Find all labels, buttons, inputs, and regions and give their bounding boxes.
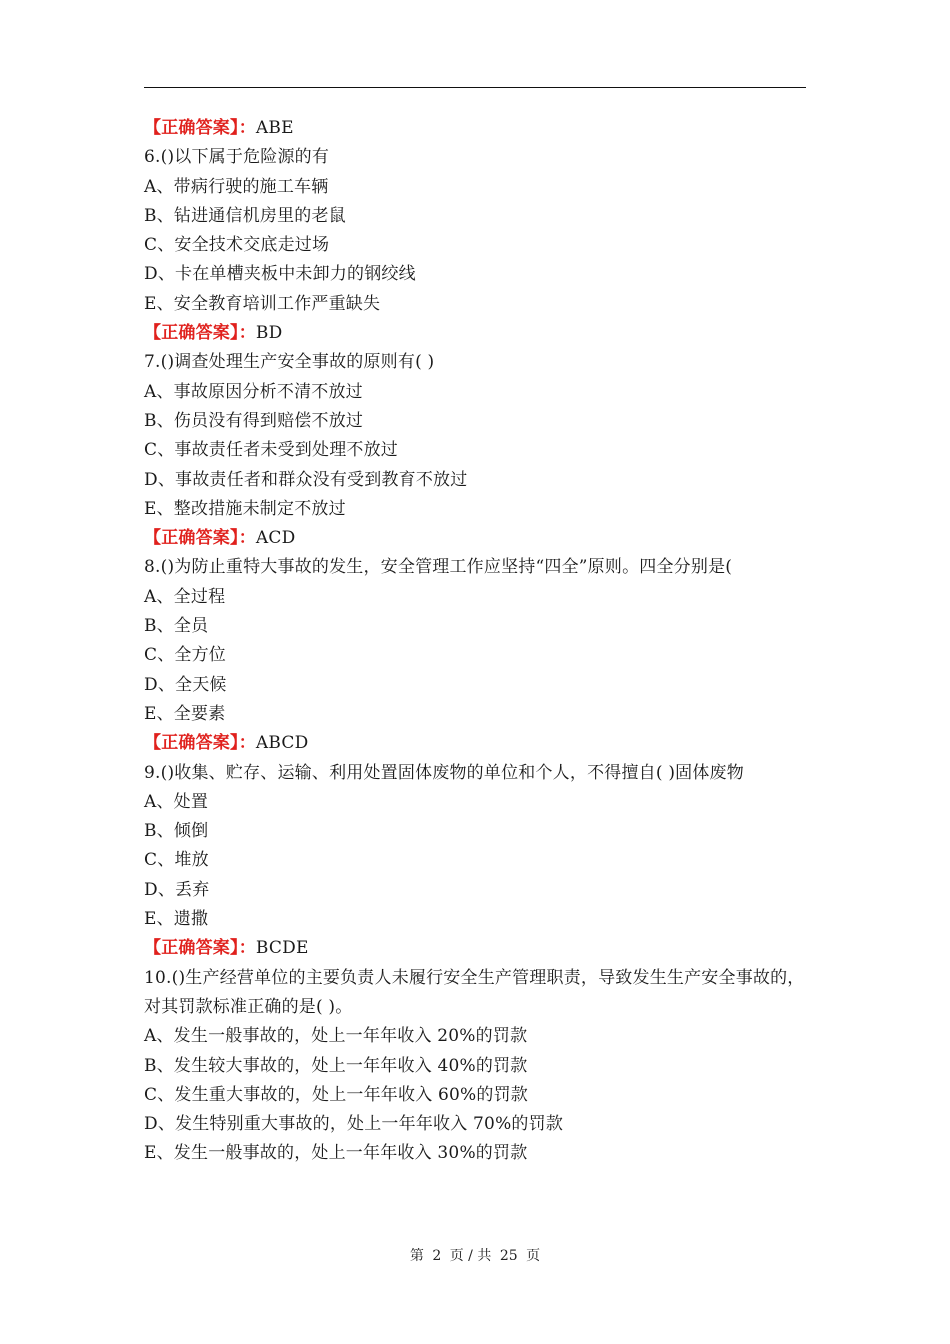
option: C、发生重大事故的，处上一年年收入 60%的罚款 xyxy=(144,1084,528,1105)
option: A、事故原因分析不清不放过 xyxy=(144,381,363,402)
answer-line xyxy=(144,114,806,143)
option: B、钻进通信机房里的老鼠 xyxy=(144,205,346,226)
option: E、安全教育培训工作严重缺失 xyxy=(144,293,381,314)
question-8-stem: 8.()为防止重特大事故的发生，安全管理工作应坚持“四全”原则。四全分别是( xyxy=(144,557,733,578)
option: E、遗撒 xyxy=(144,909,209,930)
option: B、全员 xyxy=(144,616,209,637)
answer-label: 【正确答案】： xyxy=(144,938,256,959)
option: E、整改措施未制定不放过 xyxy=(144,498,346,519)
option: B、发生较大事故的，处上一年年收入 40%的罚款 xyxy=(144,1055,528,1076)
question-6-stem: 6.()以下属于危险源的有 xyxy=(144,147,330,168)
answer-value: BCDE xyxy=(255,938,309,959)
answer-value: ACD xyxy=(255,528,296,549)
option: C、全方位 xyxy=(144,645,227,666)
question-9-stem: 9.()收集、贮存、运输、利用处置固体废物的单位和个人，不得擅自( )固体废物 xyxy=(144,762,744,783)
answer-line xyxy=(144,319,806,348)
footer-suffix: 页 xyxy=(526,1248,541,1264)
option: B、伤员没有得到赔偿不放过 xyxy=(144,410,364,431)
option: D、卡在单槽夹板中未卸力的钢绞线 xyxy=(144,264,416,285)
option: E、发生一般事故的，处上一年年收入 30%的罚款 xyxy=(144,1143,528,1164)
option: C、安全技术交底走过场 xyxy=(144,235,330,256)
option: C、事故责任者未受到处理不放过 xyxy=(144,440,399,461)
option: B、倾倒 xyxy=(144,821,209,842)
footer-page-number: 2 xyxy=(432,1248,442,1264)
option: E、全要素 xyxy=(144,703,226,724)
answer-label: 【正确答案】： xyxy=(144,528,256,549)
question-7-stem: 7.()调查处理生产安全事故的原则有( ) xyxy=(144,352,435,373)
option: D、全天候 xyxy=(144,674,227,695)
answer-label: 【正确答案】： xyxy=(144,733,256,754)
footer-mid: 页 / 共 xyxy=(449,1248,492,1264)
document-body xyxy=(144,114,806,1169)
answer-value: BD xyxy=(255,323,283,344)
option: A、处置 xyxy=(144,791,209,812)
option: D、发生特别重大事故的，处上一年年收入 70%的罚款 xyxy=(144,1114,564,1135)
answer-line xyxy=(144,729,806,758)
option: A、发生一般事故的，处上一年年收入 20%的罚款 xyxy=(144,1026,528,1047)
answer-label: 【正确答案】： xyxy=(144,323,256,344)
header-rule xyxy=(144,87,806,88)
option: D、丢弃 xyxy=(144,879,210,900)
page-footer xyxy=(0,1245,950,1265)
option: A、带病行驶的施工车辆 xyxy=(144,176,329,197)
answer-label: 【正确答案】： xyxy=(144,118,256,138)
option: C、堆放 xyxy=(144,850,209,871)
footer-total-pages: 25 xyxy=(499,1248,518,1264)
answer-line xyxy=(144,934,806,963)
question-10-stem: 10.()生产经营单位的主要负责人未履行安全生产管理职责，导致发生生产安全事故的，对其罚款标准正确的是( )。 xyxy=(144,967,805,1017)
footer-prefix: 第 xyxy=(409,1248,424,1264)
option: D、事故责任者和群众没有受到教育不放过 xyxy=(144,469,468,490)
answer-line xyxy=(144,524,806,553)
answer-value: ABCD xyxy=(255,733,309,754)
answer-value: ABE xyxy=(255,118,294,138)
option: A、全过程 xyxy=(144,586,226,607)
